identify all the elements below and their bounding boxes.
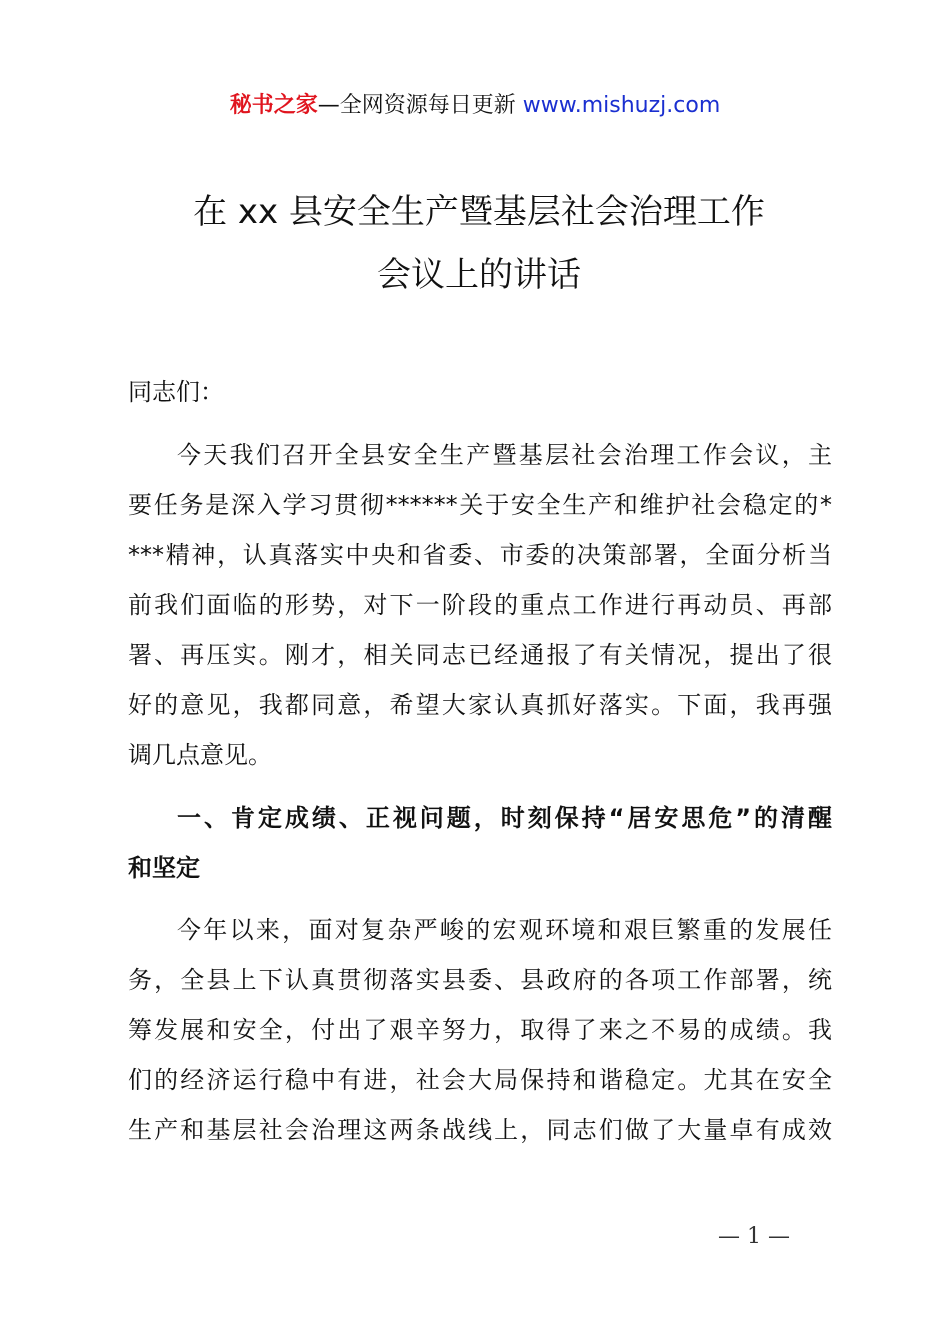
paragraph-line: 务，全县上下认真贯彻落实县委、县政府的各项工作部署，统 (128, 966, 832, 994)
paragraph-line: 们的经济运行稳中有进，社会大局保持和谐稳定。尤其在安全 (128, 1066, 832, 1094)
paragraph-line: 署、再压实。刚才，相关同志已经通报了有关情况，提出了很 (128, 641, 832, 669)
paragraph-line: 要任务是深入学习贯彻******关于安全生产和维护社会稳定的* (128, 491, 832, 519)
site-header (0, 88, 950, 119)
document-title-line-1: 在 xx 县安全生产暨基层社会治理工作 (193, 192, 765, 232)
site-url[interactable]: www.mishuzj.com (522, 93, 721, 118)
paragraph-line: 生产和基层社会治理这两条战线上，同志们做了大量卓有成效 (128, 1116, 832, 1144)
paragraph-line: 调几点意见。 (128, 741, 272, 769)
paragraph-line: 前我们面临的形势，对下一阶段的重点工作进行再动员、再部 (128, 591, 832, 619)
page-number: — 1 — (718, 1224, 790, 1249)
paragraph-line: 今年以来，面对复杂严峻的宏观环境和艰巨繁重的发展任 (177, 916, 832, 944)
paragraph-line: 今天我们召开全县安全生产暨基层社会治理工作会议，主 (177, 441, 832, 469)
document-title-line-2: 会议上的讲话 (377, 255, 581, 295)
brand-name: 秘书之家 (229, 93, 318, 118)
header-tagline: —全网资源每日更新 (317, 93, 523, 118)
paragraph-line: 好的意见，我都同意，希望大家认真抓好落实。下面，我再强 (128, 691, 832, 719)
section-heading-line: 和坚定 (128, 854, 200, 882)
paragraph-line: ***精神，认真落实中央和省委、市委的决策部署，全面分析当 (128, 541, 832, 569)
paragraph-line: 筹发展和安全，付出了艰辛努力，取得了来之不易的成绩。我 (128, 1016, 832, 1044)
section-heading-line: 一、肯定成绩、正视问题，时刻保持“居安思危”的清醒 (177, 804, 832, 832)
salutation: 同志们： (128, 378, 224, 406)
